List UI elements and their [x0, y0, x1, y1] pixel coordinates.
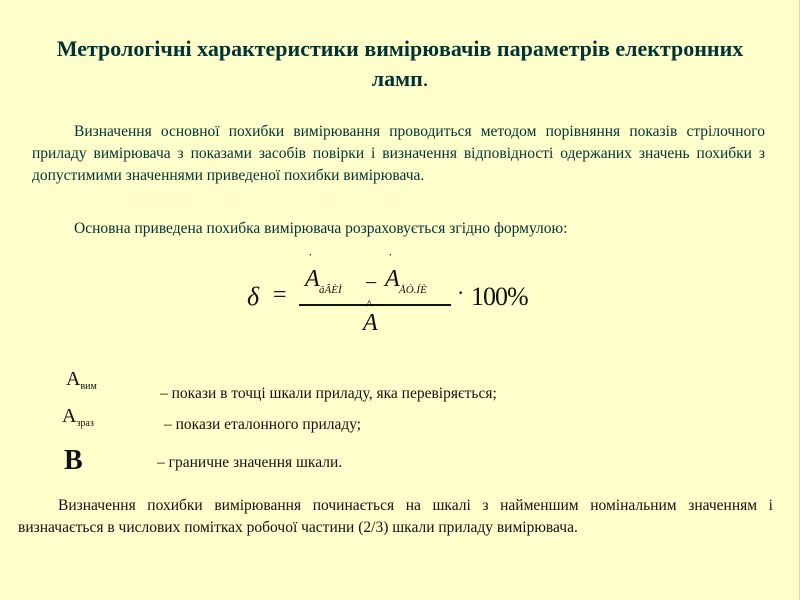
symbol-a-measured-letter: A: [66, 368, 81, 390]
slide-title-text: Метрологічні характеристики вимірювачів параметрів електронних ламп: [56, 36, 744, 91]
paragraph-procedure: Визначення похибки вимірювання починається на шкалі з найменшим номінальним значенням і визначається в числових помітках робочої частини (2/3) шкали приладу вимірювача.: [18, 497, 773, 536]
paragraph-main-error: Визначення основної похибки вимірювання проводиться методом порівняння показів стрілочного приладу вимірювача з показами засобів повірки і визначення відповідності одержаних значень похибки з допустимими значеннями приведеної похибки вимірювача.: [32, 123, 765, 184]
symbol-a-reference-letter: A: [62, 405, 77, 427]
formula-numerator-symbol-1: A: [305, 266, 320, 292]
fraction-bar: [299, 304, 451, 306]
formula-numerator-sub-1: âÂÈÌ: [319, 284, 342, 296]
formula-delta: δ: [247, 282, 260, 311]
formula-minus: −: [365, 270, 378, 295]
formula-numerator-sub-2: ÅÒ.ÍÈ: [399, 284, 427, 296]
formula-denominator-symbol: A: [363, 310, 378, 336]
symbol-b-scale-limit: B: [64, 445, 83, 476]
slide-title-dot: .: [422, 66, 429, 91]
symbol-a-measured-sub: вим: [80, 381, 97, 392]
symbol-a-reference-sub: зраз: [76, 418, 94, 429]
formula-percent: 100%: [471, 282, 528, 311]
definition-scale-limit: – граничне значення шкали.: [157, 454, 343, 471]
formula-hat-2: ˙: [388, 252, 393, 267]
slide-title: [40, 34, 760, 94]
formula-multiply: ·: [457, 280, 465, 305]
formula-hat-3: ^: [366, 298, 373, 313]
formula-equals: =: [273, 282, 287, 308]
symbol-a-reference: [62, 405, 94, 429]
paragraph-formula-intro: Основна приведена похибка вимірювача розраховується згідно формулою:: [74, 220, 568, 237]
symbol-a-measured: [66, 368, 97, 392]
error-formula: [235, 252, 555, 338]
definition-reference: – покази еталонного приладу;: [164, 416, 362, 433]
formula-numerator-symbol-2: A: [385, 266, 400, 292]
definition-measured: – покази в точці шкали приладу, яка перевіряється;: [160, 385, 497, 402]
formula-hat-1: ˙: [308, 252, 313, 267]
